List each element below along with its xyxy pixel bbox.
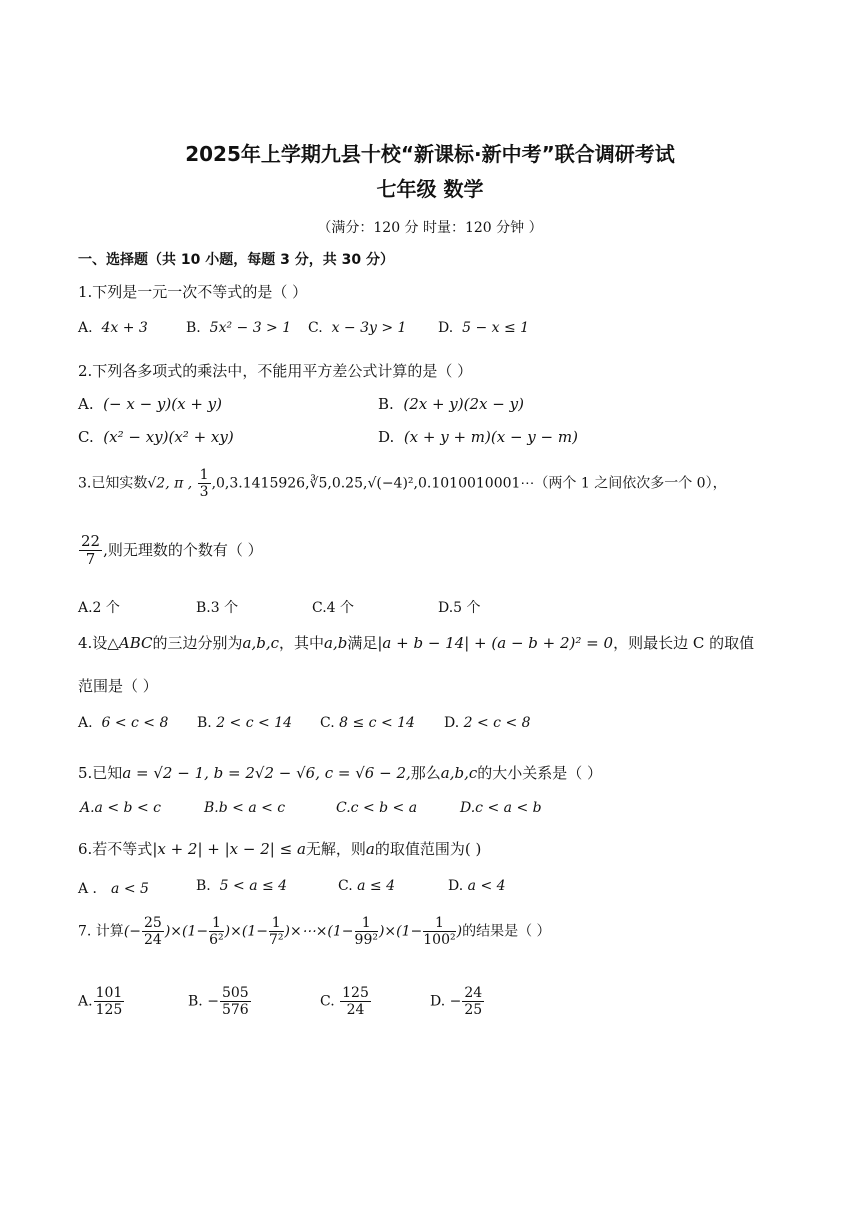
q1-b-expr: 5x² − 3 > 1 <box>209 320 292 336</box>
q1-option-b: B. 5x² − 3 > 1 <box>186 320 292 336</box>
question-4-line2: 范围是（ ） <box>78 677 158 695</box>
q1-option-d: D. 5 − x ≤ 1 <box>438 320 530 336</box>
q7-fraction-1-100sq: $\frac{1}{\text{100²}}$ <box>423 915 456 949</box>
q3-numbers-rest: ,0,3.1415926,∛5,0.2̇5̇,√(−4)²,0.1010010001⋯ <box>211 475 535 492</box>
q5-option-c: C.c < b < a <box>336 800 418 816</box>
exam-title: 2025年上学期九县十校“新课标·新中考”联合调研考试 <box>185 142 675 166</box>
q7-option-b: B. − $\frac{505}{576}$ <box>188 985 249 1019</box>
q3-option-d: D.5 个 <box>438 600 481 616</box>
q4-option-d: D. 2 < c < 8 <box>444 715 531 731</box>
q2-option-a: A. (− x − y)(x + y) <box>78 395 222 413</box>
q6-option-a: A ． a < 5 <box>78 881 149 897</box>
q6-option-c: C. a ≤ 4 <box>338 878 396 894</box>
section-heading: 一、选择题（共 10 小题，每题 3 分，共 30 分） <box>78 252 394 268</box>
question-1-stem: 1.下列是一元一次不等式的是（ ） <box>78 283 308 301</box>
q3-fraction-22-7: $\frac{22}{7}$ <box>81 532 101 569</box>
q4-condition: |a + b − 14| + (a − b + 2)² = 0 <box>377 634 614 652</box>
q3-option-b: B.3 个 <box>196 600 239 616</box>
q7-option-c: C. $\frac{125}{24}$ <box>320 985 369 1019</box>
q6-option-b: B. 5 < a ≤ 4 <box>196 878 288 894</box>
q2-b-expr: (2x + y)(2x − y) <box>403 395 524 413</box>
q3-numbers: √2, π , <box>147 475 193 492</box>
question-6-stem: 6.若不等式|x + 2| + |x − 2| ≤ a无解，则a的取值范围为( ) <box>78 840 482 858</box>
q7-option-a: A. $\frac{101}{125}$ <box>78 985 123 1019</box>
q1-option-a: A. 4x + 3 <box>78 320 148 336</box>
q3-option-a: A.2 个 <box>78 600 120 616</box>
q4-option-b: B. 2 < c < 14 <box>197 715 293 731</box>
q5-option-a: A.a < b < c <box>80 800 161 816</box>
q5-option-d: D.c < a < b <box>460 800 542 816</box>
q6-option-d: D. a < 4 <box>448 878 506 894</box>
q1-a-expr: 4x + 3 <box>101 320 148 336</box>
question-2-stem: 2.下列各多项式的乘法中，不能用平方差公式计算的是（ ） <box>78 362 473 380</box>
q4-option-a: A. 6 < c < 8 <box>78 715 169 731</box>
q2-c-expr: (x² − xy)(x² + xy) <box>103 428 234 446</box>
q6-expression: |x + 2| + |x − 2| ≤ a <box>152 840 306 858</box>
exam-meta: （满分：120 分 时量：120 分钟 ） <box>317 220 543 236</box>
q2-d-expr: (x + y + m)(x − y − m) <box>403 428 578 446</box>
q7-option-d: D. − $\frac{24}{25}$ <box>430 985 483 1019</box>
q7-fraction-25-24: $\frac{25}{24}$ <box>144 915 162 949</box>
q5-option-b: B.b < a < c <box>204 800 286 816</box>
q7-fraction-1-6sq: $\frac{1}{\text{6²}}$ <box>209 915 224 949</box>
q3-fraction-one-third: $\frac{1}{3}$ <box>199 467 209 501</box>
q7-fraction-1-99sq: $\frac{1}{\text{99²}}$ <box>354 915 378 949</box>
question-3-line2: $\frac{22}{7}$ ,则无理数的个数有（ ） <box>81 532 263 569</box>
q4-option-c: C. 8 ≤ c < 14 <box>320 715 415 731</box>
question-4-stem: 4.设△ABC的三边分别为a,b,c，其中a,b满足|a + b − 14| + (a − b + 2)² = 0，则最长边 C 的取值 <box>78 634 755 652</box>
q1-c-expr: x − 3y > 1 <box>331 320 407 336</box>
q3-option-c: C.4 个 <box>312 600 355 616</box>
question-5-stem: 5.已知a = √2 − 1, b = 2√2 − √6, c = √6 − 2,那么a,b,c的大小关系是（ ） <box>78 764 603 782</box>
q5-expression: a = √2 − 1, b = 2√2 − √6, c = √6 − 2, <box>122 764 411 782</box>
exam-subject: 七年级 数学 <box>376 177 484 201</box>
q2-a-expr: (− x − y)(x + y) <box>103 395 222 413</box>
question-7-stem: 7. 计算(− $\frac{25}{24}$ )×(1− $\frac{1}{\text{6²}}$ )×(1− $\frac{1}{\text{7²}}$ )×⋯×(1− $\frac{1}{\text{99²}}$ )×(1− $\frac{1}{\text{100²}}$ )的结果是（ ） <box>78 915 551 949</box>
question-3-stem: 3.已知实数√2, π , $\frac{1}{3}$ ,0,3.1415926,∛5,0.2̇5̇,√(−4)²,0.1010010001⋯（两个 1 之间依次多一个 0）， <box>78 467 727 501</box>
q1-option-c: C. x − 3y > 1 <box>308 320 407 336</box>
q2-option-c: C. (x² − xy)(x² + xy) <box>78 428 234 446</box>
q2-option-d: D. (x + y + m)(x − y − m) <box>378 428 578 446</box>
q1-d-expr: 5 − x ≤ 1 <box>462 320 530 336</box>
q2-option-b: B. (2x + y)(2x − y) <box>378 395 524 413</box>
q7-fraction-1-7sq: $\frac{1}{\text{7²}}$ <box>268 915 284 949</box>
